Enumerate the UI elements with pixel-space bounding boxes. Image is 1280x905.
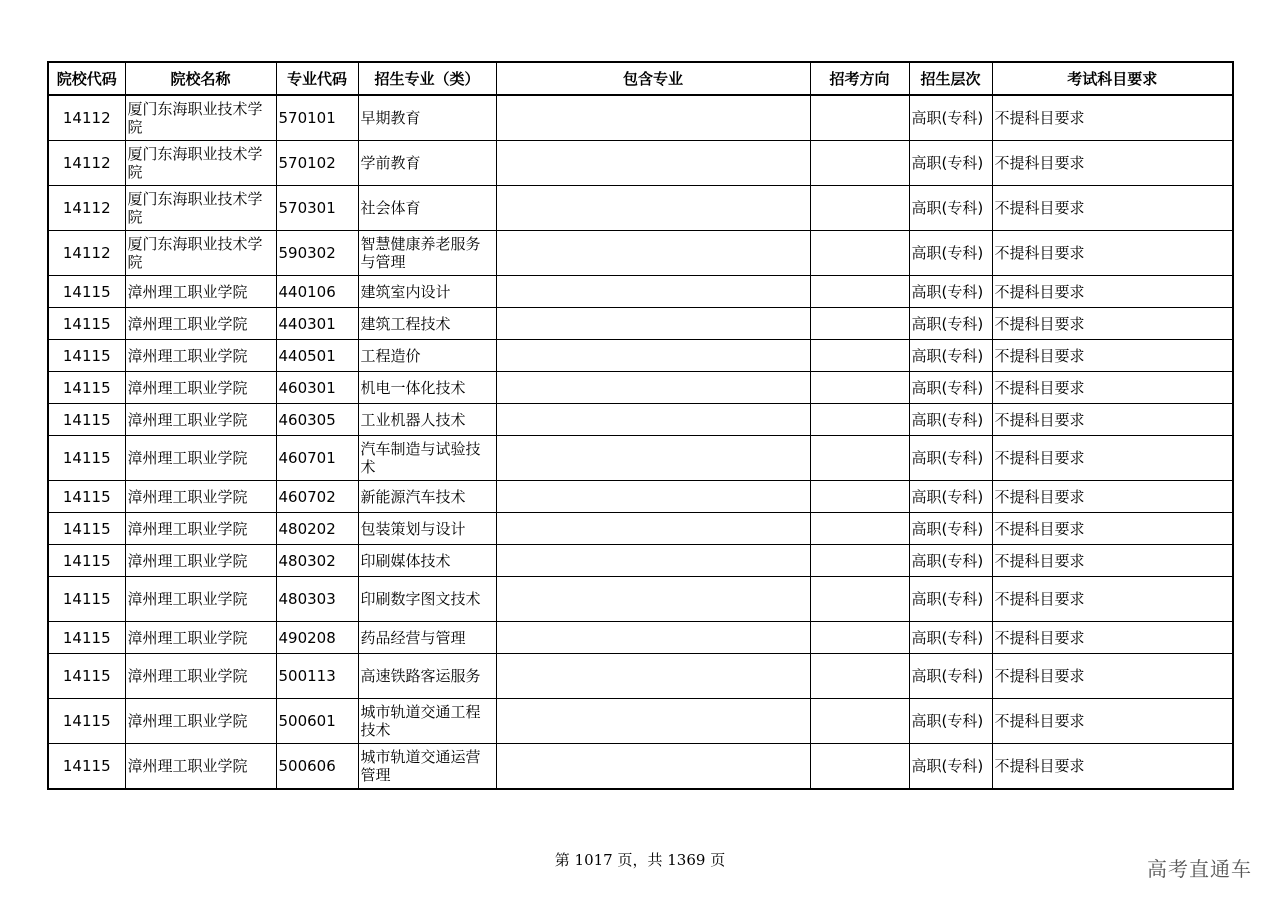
level-cell: 高职(专科): [909, 545, 992, 577]
major-cell: 新能源汽车技术: [358, 481, 496, 513]
major-code-cell: 440106: [276, 276, 358, 308]
major-code-cell: 570102: [276, 141, 358, 186]
table-row: [48, 436, 1233, 481]
included-majors-cell: [496, 372, 810, 404]
major-cell: 汽车制造与试验技术: [358, 436, 496, 481]
included-majors-cell: [496, 276, 810, 308]
level-cell: 高职(专科): [909, 186, 992, 231]
table-row: [48, 622, 1233, 654]
direction-cell: [810, 141, 909, 186]
table-row: [48, 404, 1233, 436]
direction-cell: [810, 622, 909, 654]
requirement-cell: 不提科目要求: [992, 622, 1233, 654]
level-cell: 高职(专科): [909, 95, 992, 141]
major-cell: 学前教育: [358, 141, 496, 186]
table-row: [48, 95, 1233, 141]
school-code-cell: 14112: [48, 141, 125, 186]
major-code-cell: 440501: [276, 340, 358, 372]
level-cell: 高职(专科): [909, 654, 992, 699]
school-name-cell: 漳州理工职业学院: [125, 577, 276, 622]
major-code-cell: 500606: [276, 744, 358, 790]
included-majors-cell: [496, 141, 810, 186]
major-code-cell: 440301: [276, 308, 358, 340]
included-majors-cell: [496, 577, 810, 622]
requirement-cell: 不提科目要求: [992, 404, 1233, 436]
requirement-cell: 不提科目要求: [992, 372, 1233, 404]
school-code-cell: 14115: [48, 436, 125, 481]
direction-cell: [810, 744, 909, 790]
level-cell: 高职(专科): [909, 340, 992, 372]
table-row: [48, 141, 1233, 186]
school-name-cell: 漳州理工职业学院: [125, 699, 276, 744]
major-cell: 工业机器人技术: [358, 404, 496, 436]
table-row: [48, 513, 1233, 545]
level-cell: 高职(专科): [909, 308, 992, 340]
included-majors-cell: [496, 95, 810, 141]
major-cell: 机电一体化技术: [358, 372, 496, 404]
school-name-cell: 漳州理工职业学院: [125, 654, 276, 699]
major-cell: 包装策划与设计: [358, 513, 496, 545]
requirement-cell: 不提科目要求: [992, 186, 1233, 231]
school-code-cell: 14115: [48, 654, 125, 699]
school-code-cell: 14115: [48, 308, 125, 340]
major-cell: 药品经营与管理: [358, 622, 496, 654]
major-cell: 工程造价: [358, 340, 496, 372]
major-cell: 高速铁路客运服务: [358, 654, 496, 699]
table-row: [48, 231, 1233, 276]
school-code-cell: 14112: [48, 231, 125, 276]
header-school-code: 院校代码: [48, 62, 125, 95]
school-name-cell: 厦门东海职业技术学院: [125, 231, 276, 276]
school-name-cell: 漳州理工职业学院: [125, 744, 276, 790]
direction-cell: [810, 340, 909, 372]
included-majors-cell: [496, 186, 810, 231]
direction-cell: [810, 372, 909, 404]
direction-cell: [810, 308, 909, 340]
header-level: 招生层次: [909, 62, 992, 95]
included-majors-cell: [496, 404, 810, 436]
included-majors-cell: [496, 231, 810, 276]
school-code-cell: 14115: [48, 622, 125, 654]
major-code-cell: 460702: [276, 481, 358, 513]
watermark: 高考直通车: [1147, 857, 1252, 881]
school-name-cell: 漳州理工职业学院: [125, 404, 276, 436]
requirement-cell: 不提科目要求: [992, 231, 1233, 276]
school-name-cell: 厦门东海职业技术学院: [125, 95, 276, 141]
header-included-majors: 包含专业: [496, 62, 810, 95]
table-header-row: [48, 62, 1233, 95]
included-majors-cell: [496, 622, 810, 654]
level-cell: 高职(专科): [909, 513, 992, 545]
level-cell: 高职(专科): [909, 141, 992, 186]
level-cell: 高职(专科): [909, 699, 992, 744]
header-requirement: 考试科目要求: [992, 62, 1233, 95]
major-cell: 建筑室内设计: [358, 276, 496, 308]
major-cell: 印刷数字图文技术: [358, 577, 496, 622]
level-cell: 高职(专科): [909, 436, 992, 481]
requirement-cell: 不提科目要求: [992, 276, 1233, 308]
major-code-cell: 460301: [276, 372, 358, 404]
requirement-cell: 不提科目要求: [992, 141, 1233, 186]
major-code-cell: 570101: [276, 95, 358, 141]
school-code-cell: 14115: [48, 577, 125, 622]
table-row: [48, 654, 1233, 699]
included-majors-cell: [496, 699, 810, 744]
table-row: [48, 372, 1233, 404]
school-name-cell: 漳州理工职业学院: [125, 513, 276, 545]
level-cell: 高职(专科): [909, 276, 992, 308]
included-majors-cell: [496, 436, 810, 481]
table-row: [48, 545, 1233, 577]
major-code-cell: 480303: [276, 577, 358, 622]
table-row: [48, 744, 1233, 790]
school-code-cell: 14112: [48, 186, 125, 231]
table-row: [48, 340, 1233, 372]
included-majors-cell: [496, 513, 810, 545]
major-code-cell: 460701: [276, 436, 358, 481]
school-code-cell: 14115: [48, 513, 125, 545]
table-row: [48, 308, 1233, 340]
direction-cell: [810, 436, 909, 481]
school-name-cell: 漳州理工职业学院: [125, 436, 276, 481]
direction-cell: [810, 654, 909, 699]
direction-cell: [810, 545, 909, 577]
school-name-cell: 漳州理工职业学院: [125, 372, 276, 404]
school-code-cell: 14115: [48, 744, 125, 790]
school-code-cell: 14115: [48, 340, 125, 372]
requirement-cell: 不提科目要求: [992, 545, 1233, 577]
direction-cell: [810, 577, 909, 622]
included-majors-cell: [496, 481, 810, 513]
included-majors-cell: [496, 340, 810, 372]
school-name-cell: 厦门东海职业技术学院: [125, 186, 276, 231]
major-code-cell: 570301: [276, 186, 358, 231]
header-major: 招生专业（类）: [358, 62, 496, 95]
header-school-name: 院校名称: [125, 62, 276, 95]
requirement-cell: 不提科目要求: [992, 436, 1233, 481]
requirement-cell: 不提科目要求: [992, 699, 1233, 744]
school-name-cell: 漳州理工职业学院: [125, 340, 276, 372]
school-code-cell: 14115: [48, 699, 125, 744]
level-cell: 高职(专科): [909, 481, 992, 513]
major-cell: 印刷媒体技术: [358, 545, 496, 577]
major-cell: 社会体育: [358, 186, 496, 231]
included-majors-cell: [496, 545, 810, 577]
school-code-cell: 14112: [48, 95, 125, 141]
requirement-cell: 不提科目要求: [992, 340, 1233, 372]
direction-cell: [810, 404, 909, 436]
school-code-cell: 14115: [48, 276, 125, 308]
requirement-cell: 不提科目要求: [992, 577, 1233, 622]
level-cell: 高职(专科): [909, 231, 992, 276]
major-cell: 城市轨道交通工程技术: [358, 699, 496, 744]
school-name-cell: 厦门东海职业技术学院: [125, 141, 276, 186]
major-cell: 城市轨道交通运营管理: [358, 744, 496, 790]
school-name-cell: 漳州理工职业学院: [125, 276, 276, 308]
level-cell: 高职(专科): [909, 372, 992, 404]
direction-cell: [810, 276, 909, 308]
school-code-cell: 14115: [48, 404, 125, 436]
level-cell: 高职(专科): [909, 577, 992, 622]
major-cell: 建筑工程技术: [358, 308, 496, 340]
table-row: [48, 577, 1233, 622]
major-cell: 智慧健康养老服务与管理: [358, 231, 496, 276]
requirement-cell: 不提科目要求: [992, 654, 1233, 699]
school-name-cell: 漳州理工职业学院: [125, 308, 276, 340]
table-body: [48, 95, 1233, 789]
requirement-cell: 不提科目要求: [992, 513, 1233, 545]
major-code-cell: 480302: [276, 545, 358, 577]
level-cell: 高职(专科): [909, 744, 992, 790]
major-cell: 早期教育: [358, 95, 496, 141]
table-row: [48, 481, 1233, 513]
major-code-cell: 500601: [276, 699, 358, 744]
direction-cell: [810, 699, 909, 744]
requirement-cell: 不提科目要求: [992, 95, 1233, 141]
requirement-cell: 不提科目要求: [992, 481, 1233, 513]
table-row: [48, 186, 1233, 231]
requirement-cell: 不提科目要求: [992, 744, 1233, 790]
major-code-cell: 500113: [276, 654, 358, 699]
school-name-cell: 漳州理工职业学院: [125, 481, 276, 513]
school-code-cell: 14115: [48, 372, 125, 404]
school-code-cell: 14115: [48, 545, 125, 577]
included-majors-cell: [496, 654, 810, 699]
major-code-cell: 590302: [276, 231, 358, 276]
enrollment-table: [47, 61, 1234, 790]
direction-cell: [810, 231, 909, 276]
direction-cell: [810, 95, 909, 141]
table-row: [48, 276, 1233, 308]
requirement-cell: 不提科目要求: [992, 308, 1233, 340]
direction-cell: [810, 481, 909, 513]
major-code-cell: 490208: [276, 622, 358, 654]
header-major-code: 专业代码: [276, 62, 358, 95]
major-code-cell: 480202: [276, 513, 358, 545]
page-footer: 第 1017 页，共 1369 页: [554, 851, 726, 869]
included-majors-cell: [496, 744, 810, 790]
direction-cell: [810, 186, 909, 231]
school-name-cell: 漳州理工职业学院: [125, 622, 276, 654]
level-cell: 高职(专科): [909, 622, 992, 654]
header-direction: 招考方向: [810, 62, 909, 95]
level-cell: 高职(专科): [909, 404, 992, 436]
table-row: [48, 699, 1233, 744]
major-code-cell: 460305: [276, 404, 358, 436]
school-name-cell: 漳州理工职业学院: [125, 545, 276, 577]
school-code-cell: 14115: [48, 481, 125, 513]
included-majors-cell: [496, 308, 810, 340]
direction-cell: [810, 513, 909, 545]
